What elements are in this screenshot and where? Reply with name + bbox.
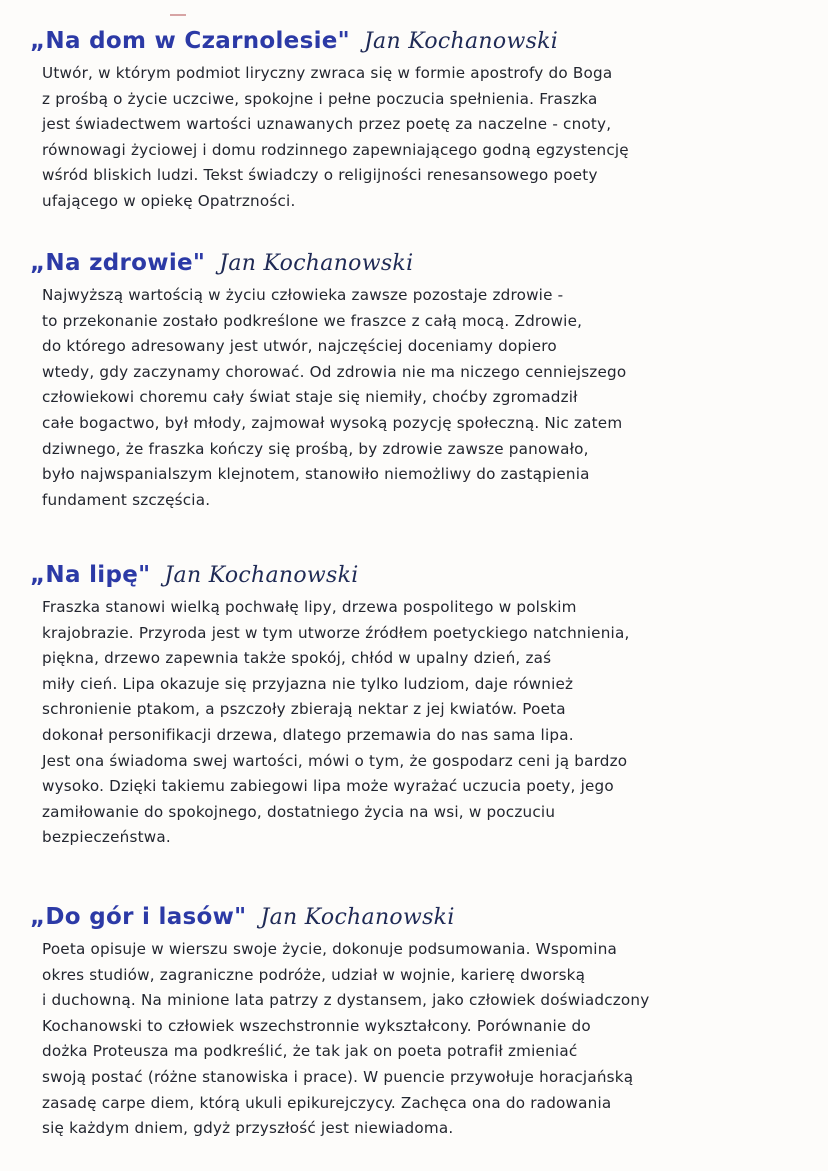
text-line: się każdym dniem, gdyż przyszłość jest niewiadoma. [42, 1119, 454, 1138]
text-line: miły cień. Lipa okazuje się przyjazna nie tylko ludziom, daje również [42, 674, 574, 693]
text-line: całe bogactwo, był młody, zajmował wysoką pozycję społeczną. Nic zatem [42, 413, 623, 432]
section-heading [30, 248, 810, 279]
section-heading [30, 26, 810, 57]
text-line: do którego adresowany jest utwór, najczęściej doceniamy dopiero [42, 337, 557, 356]
poem-author: Jan Kochanowski [260, 905, 455, 930]
poem-title: „Na dom w Czarnolesie" [30, 28, 350, 54]
text-line: swoją postać (różne stanowiska i prace). W puencie przywołuje horacjańską [42, 1067, 634, 1086]
pen-mark [170, 14, 186, 16]
text-line: wysoko. Dzięki takiemu zabiegowi lipa może wyrażać uczucia poety, jego [42, 777, 614, 796]
section-do-gor-i-lasow [30, 902, 810, 1142]
text-line: Jest ona świadoma swej wartości, mówi o tym, że gospodarz ceni ją bardzo [42, 751, 628, 770]
text-line: i duchowną. Na minione lata patrzy z dystansem, jako człowiek doświadczony [42, 991, 650, 1010]
section-na-zdrowie [30, 248, 810, 513]
text-line: fundament szczęścia. [42, 490, 211, 509]
text-line: piękna, drzewo zapewnia także spokój, chłód w upalny dzień, zaś [42, 649, 552, 668]
text-line: dokonał personifikacji drzewa, dlatego przemawia do nas sama lipa. [42, 725, 574, 744]
section-body [30, 595, 810, 851]
section-body [30, 937, 810, 1142]
text-line: krajobrazie. Przyroda jest w tym utworze źródłem poetyckiego natchnienia, [42, 623, 630, 642]
poem-title: „Na lipę" [30, 562, 151, 588]
text-line: zamiłowanie do spokojnego, dostatniego życia na wsi, w poczuciu [42, 802, 556, 821]
text-line: jest świadectwem wartości uznawanych przez poetę za naczelne - cnoty, [42, 115, 612, 134]
section-body [30, 61, 810, 215]
text-line: dziwnego, że fraszka kończy się prośbą, by zdrowie zawsze panowało, [42, 439, 589, 458]
section-heading [30, 560, 810, 591]
text-line: ufającego w opiekę Opatrzności. [42, 191, 296, 210]
poem-title: „Na zdrowie" [30, 250, 206, 276]
text-line: wśród bliskich ludzi. Tekst świadczy o religijności renesansowego poety [42, 166, 598, 185]
text-line: Fraszka stanowi wielką pochwałę lipy, drzewa pospolitego w polskim [42, 598, 577, 616]
text-line: okres studiów, zagraniczne podróże, udział w wojnie, karierę dworską [42, 965, 586, 984]
section-body [30, 283, 810, 513]
text-line: Kochanowski to człowiek wszechstronnie wykształcony. Porównanie do [42, 1016, 591, 1035]
text-line: Utwór, w którym podmiot liryczny zwraca się w formie apostrofy do Boga [42, 64, 613, 82]
text-line: równowagi życiowej i domu rodzinnego zapewniającego godną egzystencję [42, 140, 629, 159]
text-line: człowiekowi choremu cały świat staje się niemiły, choćby zgromadził [42, 388, 578, 407]
poem-author: Jan Kochanowski [164, 563, 359, 588]
poem-author: Jan Kochanowski [219, 251, 414, 276]
section-na-lipe [30, 560, 810, 851]
section-na-dom-w-czarnolesie [30, 26, 810, 215]
section-heading [30, 902, 810, 933]
text-line: z prośbą o życie uczciwe, spokojne i pełne poczucia spełnienia. Fraszka [42, 89, 598, 108]
poem-title: „Do gór i lasów" [30, 904, 247, 930]
text-line: zasadę carpe diem, którą ukuli epikurejczycy. Zachęca ona do radowania [42, 1093, 612, 1112]
text-line: schronienie ptakom, a pszczoły zbierają nektar z jej kwiatów. Poeta [42, 700, 566, 719]
text-line: bezpieczeństwa. [42, 828, 171, 847]
text-line: Najwyższą wartością w życiu człowieka zawsze pozostaje zdrowie - [42, 286, 564, 304]
text-line: wtedy, gdy zaczynamy chorować. Od zdrowia nie ma niczego cenniejszego [42, 362, 627, 381]
poem-author: Jan Kochanowski [363, 29, 559, 54]
text-line: było najwspanialszym klejnotem, stanowiło niemożliwy do zastąpienia [42, 465, 590, 484]
text-line: dożka Proteusza ma podkreślić, że tak jak on poeta potrafił zmieniać [42, 1042, 578, 1061]
text-line: Poeta opisuje w wierszu swoje życie, dokonuje podsumowania. Wspomina [42, 940, 618, 958]
text-line: to przekonanie zostało podkreślone we fraszce z całą mocą. Zdrowie, [42, 311, 583, 330]
